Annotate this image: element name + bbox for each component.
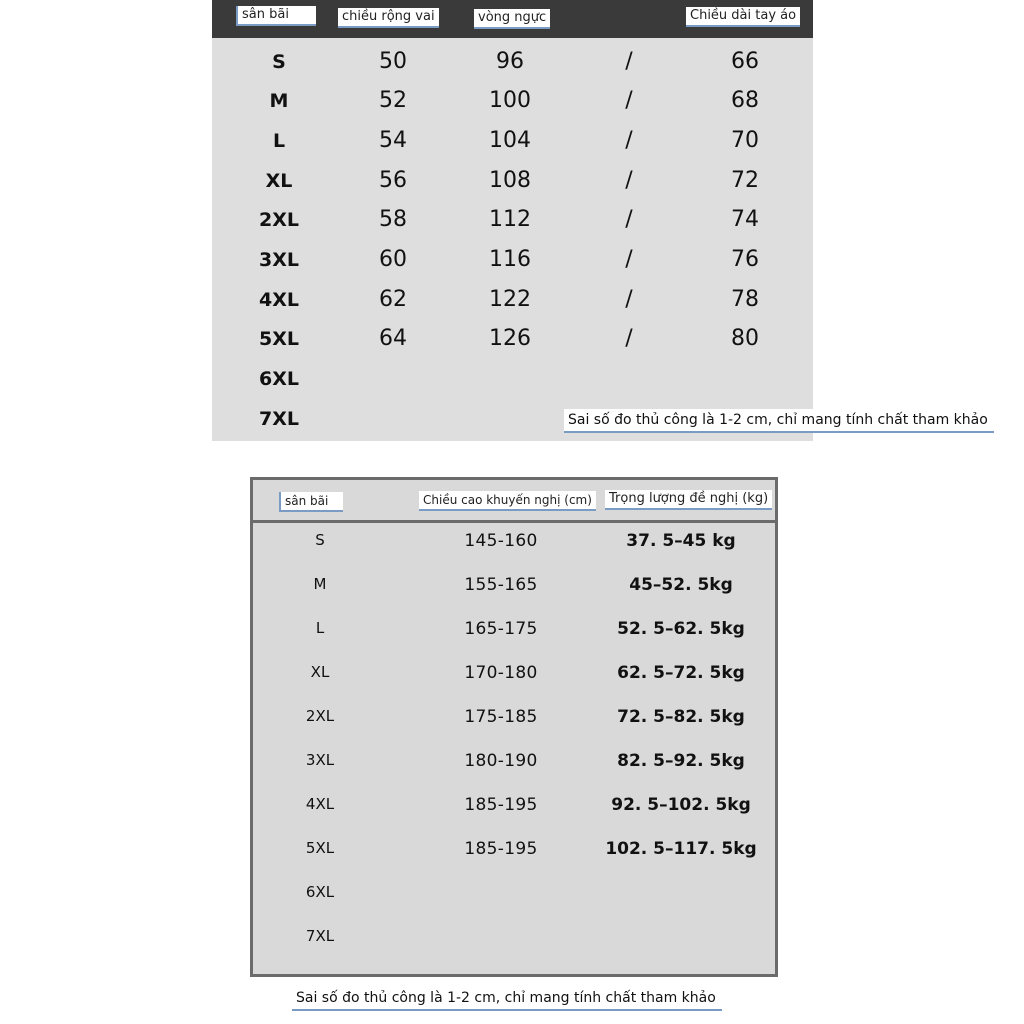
cell-size: S: [272, 51, 286, 73]
cell-shoulder-width: 62: [379, 287, 407, 312]
cell-recommended-weight: 102. 5–117. 5kg: [605, 839, 757, 859]
cell-recommended-height: 145-160: [464, 531, 538, 551]
cell-sleeve-length: 70: [731, 128, 759, 153]
cell-recommended-height: 180-190: [464, 751, 538, 771]
cell-recommended-height: 185-195: [464, 795, 538, 815]
cell-size: 5XL: [305, 839, 335, 857]
col-header-size: sân bãi: [236, 6, 316, 26]
cell-chest: 100: [489, 88, 531, 113]
cell-separator: /: [625, 168, 633, 193]
cell-recommended-height: 185-195: [464, 839, 538, 859]
col-header-sleeve-length: Chiều dài tay áo: [686, 7, 800, 27]
cell-separator: /: [625, 287, 633, 312]
cell-recommended-height: 170-180: [464, 663, 538, 683]
cell-size: 6XL: [305, 883, 335, 901]
header-bar: [253, 480, 775, 523]
cell-shoulder-width: 58: [379, 207, 407, 232]
cell-size: 4XL: [305, 795, 335, 813]
cell-sleeve-length: 78: [731, 287, 759, 312]
cell-recommended-weight: 62. 5–72. 5kg: [617, 663, 745, 683]
measurement-note: Sai số đo thủ công là 1-2 cm, chỉ mang tính chất tham khảo: [292, 987, 722, 1011]
col-header-shoulder-width: chiều rộng vai: [338, 8, 439, 28]
cell-recommended-weight: 72. 5–82. 5kg: [617, 707, 745, 727]
cell-size: 2XL: [259, 209, 299, 231]
cell-separator: /: [625, 88, 633, 113]
cell-size: 7XL: [259, 408, 299, 430]
cell-recommended-height: 165-175: [464, 619, 538, 639]
cell-chest: 116: [489, 247, 531, 272]
size-chart-recommendations: [250, 477, 778, 977]
cell-sleeve-length: 80: [731, 326, 759, 351]
cell-chest: 96: [496, 49, 524, 74]
col-header-size: sân bãi: [279, 492, 343, 512]
cell-recommended-weight: 82. 5–92. 5kg: [617, 751, 745, 771]
cell-sleeve-length: 68: [731, 88, 759, 113]
cell-recommended-weight: 45–52. 5kg: [629, 575, 733, 595]
size-chart-measurements: [212, 0, 988, 441]
col-header-recommended-weight: Trọng lượng đề nghị (kg): [605, 490, 772, 510]
cell-shoulder-width: 60: [379, 247, 407, 272]
cell-recommended-height: 175-185: [464, 707, 538, 727]
cell-size: 3XL: [305, 751, 335, 769]
cell-shoulder-width: 56: [379, 168, 407, 193]
cell-recommended-weight: 92. 5–102. 5kg: [611, 795, 751, 815]
cell-chest: 126: [489, 326, 531, 351]
cell-size: 6XL: [259, 368, 299, 390]
cell-size: S: [315, 531, 325, 549]
cell-shoulder-width: 50: [379, 49, 407, 74]
cell-size: XL: [310, 663, 330, 681]
cell-size: 7XL: [305, 927, 335, 945]
col-header-chest: vòng ngực: [474, 9, 550, 29]
cell-chest: 122: [489, 287, 531, 312]
cell-separator: /: [625, 247, 633, 272]
cell-chest: 104: [489, 128, 531, 153]
cell-chest: 108: [489, 168, 531, 193]
cell-recommended-height: 155-165: [464, 575, 538, 595]
cell-separator: /: [625, 207, 633, 232]
cell-shoulder-width: 64: [379, 326, 407, 351]
cell-shoulder-width: 54: [379, 128, 407, 153]
cell-separator: /: [625, 49, 633, 74]
cell-size: 3XL: [259, 249, 299, 271]
cell-sleeve-length: 76: [731, 247, 759, 272]
cell-size: M: [269, 90, 289, 112]
header-bar: [212, 0, 813, 38]
cell-sleeve-length: 72: [731, 168, 759, 193]
cell-size: 5XL: [259, 328, 299, 350]
cell-separator: /: [625, 128, 633, 153]
cell-sleeve-length: 74: [731, 207, 759, 232]
cell-size: 4XL: [259, 289, 299, 311]
cell-chest: 112: [489, 207, 531, 232]
cell-separator: /: [625, 326, 633, 351]
cell-size: M: [313, 575, 327, 593]
cell-size: L: [272, 130, 286, 152]
col-header-recommended-height: Chiều cao khuyến nghị (cm): [419, 491, 596, 511]
cell-recommended-weight: 52. 5–62. 5kg: [617, 619, 745, 639]
cell-shoulder-width: 52: [379, 88, 407, 113]
cell-size: XL: [265, 170, 293, 192]
cell-size: L: [315, 619, 325, 637]
cell-size: 2XL: [305, 707, 335, 725]
cell-sleeve-length: 66: [731, 49, 759, 74]
measurement-note: Sai số đo thủ công là 1-2 cm, chỉ mang tính chất tham khảo: [564, 409, 994, 433]
cell-recommended-weight: 37. 5–45 kg: [626, 531, 736, 551]
